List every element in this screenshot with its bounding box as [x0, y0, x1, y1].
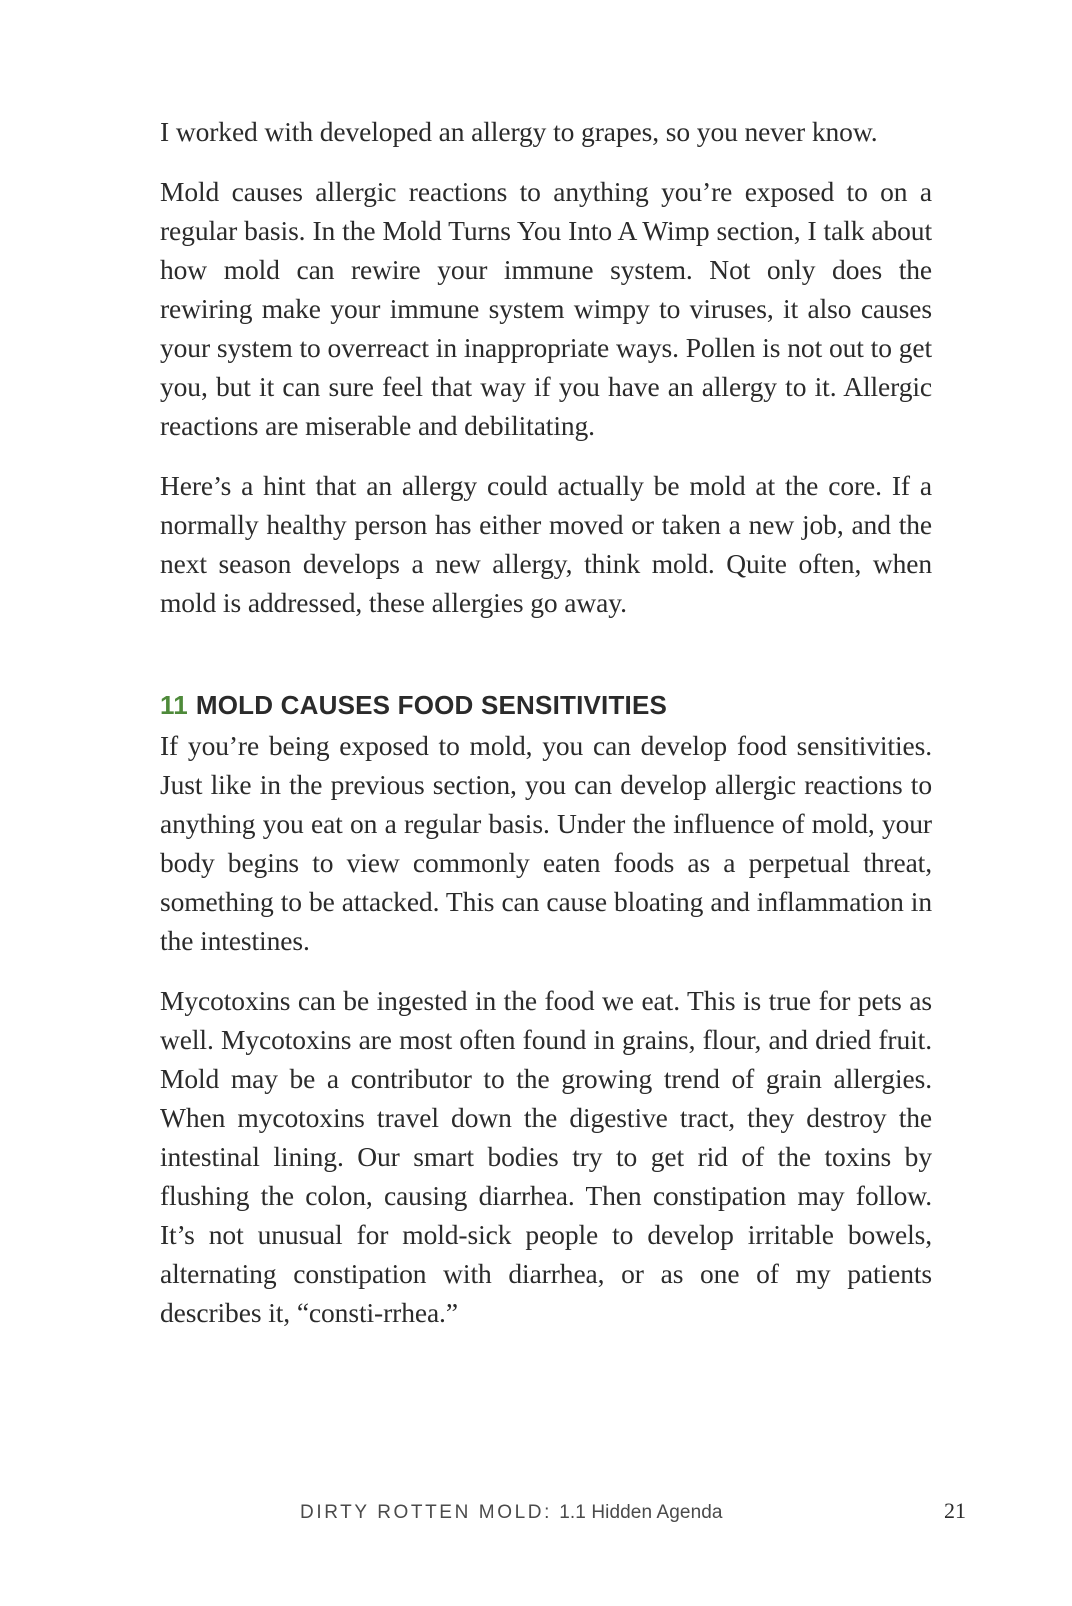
page-content [160, 112, 932, 1332]
page-number: 21 [944, 1498, 966, 1523]
body-paragraph: Here’s a hint that an allergy could actually be mold at the core. If a normally healthy person has either moved or taken a new job, and the next season develops a new allergy, think mold. Quite often, when mold is addressed, these allergies go away. [160, 470, 932, 618]
body-paragraph: I worked with developed an allergy to grapes, so you never know. [160, 116, 878, 147]
running-footer [300, 1502, 723, 1524]
section-title: MOLD CAUSES FOOD SENSITIVITIES [195, 690, 668, 720]
body-paragraph: Mycotoxins can be ingested in the food we eat. This is true for pets as well. Mycotoxins are most often found in grains, flour, and dried fruit. Mold may be a contributor to the growing trend of grain allergies. When mycotoxins travel down the digestive tract, they destroy the intestinal lining. Our smart bodies try to get rid of the toxins by flushing the colon, causing diarrhea. Then constipation may follow. It’s not unusual for mold-sick people to develop irritable bowels, alternating constipation with diarrhea, or as one of my patients describes it, “consti-rrhea.” [160, 985, 932, 1328]
section-heading [160, 689, 932, 721]
footer-book-title: DIRTY ROTTEN MOLD: [300, 1502, 552, 1523]
footer-chapter: 1.1 Hidden Agenda [559, 1502, 723, 1523]
body-paragraph: Mold causes allergic reactions to anything you’re exposed to on a regular basis. In the Mold Turns You Into A Wimp section, I talk about how mold can rewire your immune system. Not only does the rewiring make your immune system wimpy to viruses, it also causes your system to overreact in inappropriate ways. Pollen is not out to get you, but it can sure feel that way if you have an allergy to it. Allergic reactions are miserable and debilitating. [160, 176, 932, 441]
section-number: 11 [160, 690, 188, 720]
body-paragraph: If you’re being exposed to mold, you can develop food sensitivities. Just like in the previous section, you can develop allergic reactions to anything you eat on a regular basis. Under the influence of mold, your body begins to view commonly eaten foods as a perpetual threat, something to be attacked. This can cause bloating and inflammation in the intestines. [160, 730, 932, 956]
